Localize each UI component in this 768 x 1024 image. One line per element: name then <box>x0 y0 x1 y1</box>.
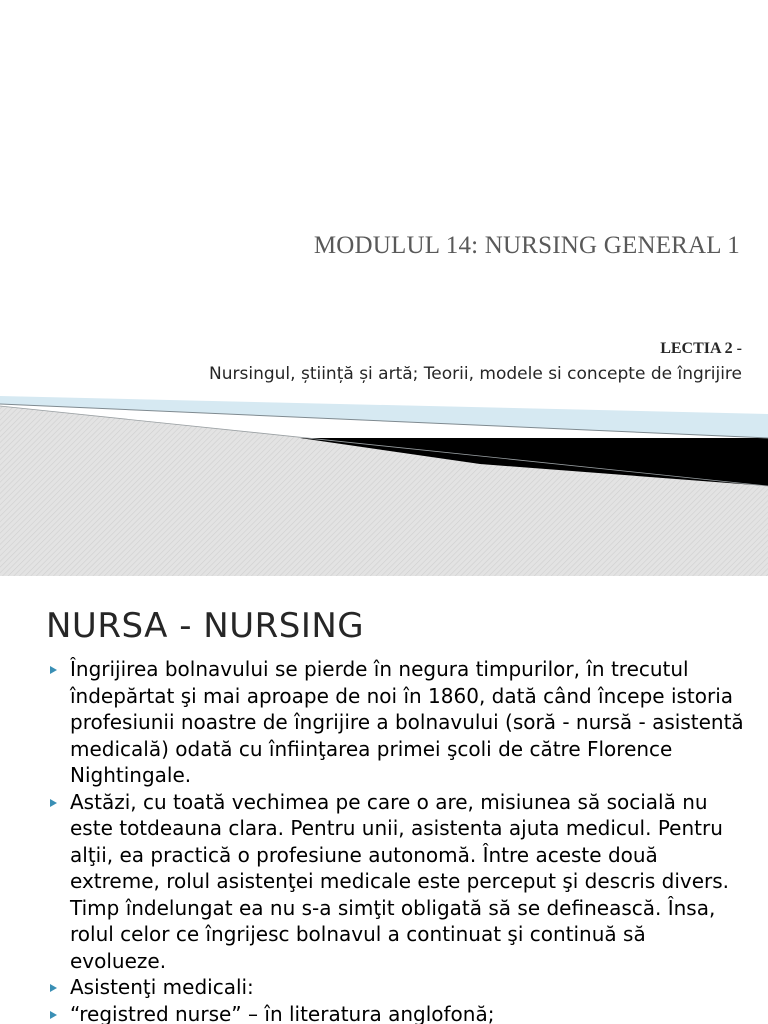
bullet-item <box>48 1001 748 1024</box>
bullet-arrow-icon <box>50 1011 57 1019</box>
slide-subtitle: Nursingul, știință și artă; Teorii, modele si concepte de îngrijire <box>209 364 742 384</box>
bullet-text: “registred nurse” – în literatura anglofonă; <box>70 1001 495 1024</box>
bullet-arrow-icon <box>50 666 57 674</box>
bullet-item <box>48 974 748 1001</box>
bullet-text: Astăzi, cu toată vechimea pe care o are, misiunea să socială nu este totdeauna clara. Pentru unii, asistenta ajuta medicul. Pentru alţii, ea practică o profesiune autonomă. Între aceste două extreme, rolul asistenţei medicale este perceput şi descris divers. Timp îndelungat ea nu s-a simţit obligată să se definească. Însa, rolul celor ce îngrijesc bolnavul a continuat şi continuă să evolueze. <box>70 789 730 973</box>
bullet-arrow-icon <box>50 984 57 992</box>
content-title: NURSA - NURSING <box>46 606 365 646</box>
content-slide <box>0 576 768 1024</box>
decorative-band <box>0 380 768 576</box>
bullet-arrow-icon <box>50 799 57 807</box>
lesson-label: LECTIA 2 - <box>660 340 742 357</box>
bullet-list <box>48 656 748 1024</box>
slide-title: MODULUL 14: NURSING GENERAL 1 <box>313 232 740 259</box>
bullet-item <box>48 656 748 789</box>
bullet-item <box>48 789 748 975</box>
bullet-text: Îngrijirea bolnavului se pierde în negura timpurilor, în trecutul îndepărtat şi mai aproape de noi în 1860, dată când începe istoria profesiunii noastre de îngrijire a bolnavului (soră - nursă - asistentă medicală) odată cu înfiinţarea primei şcoli de către Florence Nightingale. <box>70 657 744 787</box>
bullet-text: Asistenţi medicali: <box>70 975 254 999</box>
